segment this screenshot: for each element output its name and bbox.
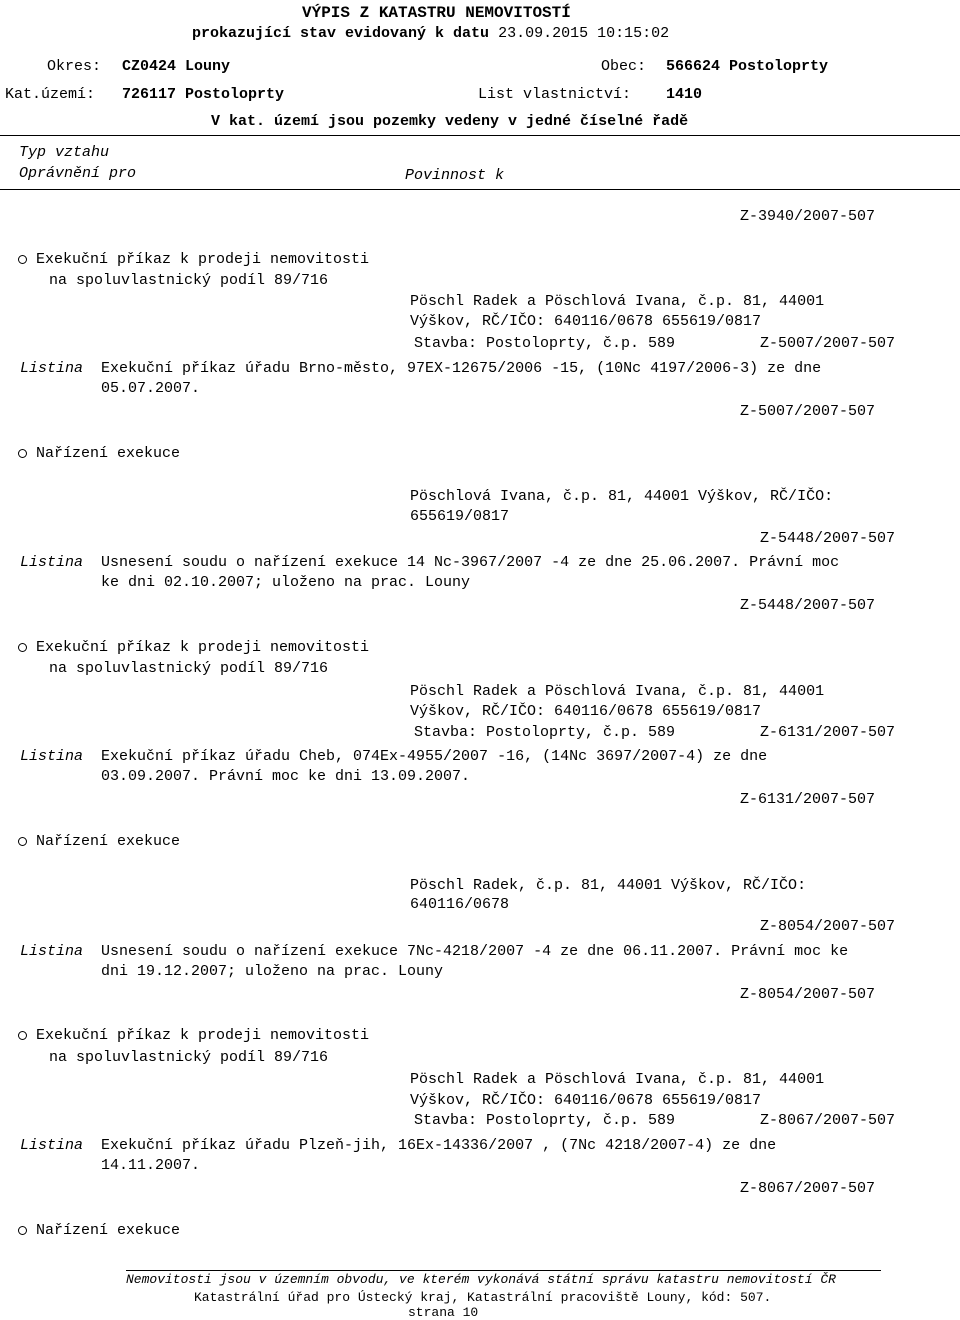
party-line: Výškov, RČ/IČO: 640116/0678 655619/0817 xyxy=(410,703,762,720)
reference-number: Z-3940/2007-507 xyxy=(740,208,876,225)
party-line: 655619/0817 xyxy=(410,508,510,525)
col-typ-vztahu: Typ vztahu xyxy=(19,144,110,161)
listina-text: Usnesení soudu o nařízení exekuce 7Nc-4218/2007 -4 ze dne 06.11.2007. Právní moc ke xyxy=(101,943,849,960)
reference-number: Z-6131/2007-507 xyxy=(760,724,896,741)
obec-label: Obec: xyxy=(601,58,647,75)
reference-number: Z-8054/2007-507 xyxy=(760,918,896,935)
listina-text: 05.07.2007. xyxy=(101,380,201,397)
listina-text: dni 19.12.2007; uloženo na prac. Louny xyxy=(101,963,444,980)
listina-label: Listina xyxy=(20,360,84,377)
reference-number: Z-5448/2007-507 xyxy=(760,530,896,547)
subtitle-date: 23.09.2015 10:15:02 xyxy=(498,25,670,42)
listina-label: Listina xyxy=(20,1137,84,1154)
bullet-icon xyxy=(18,837,27,846)
reference-number: Z-5007/2007-507 xyxy=(760,335,896,352)
okres-value: CZ0424 Louny xyxy=(122,58,231,75)
subtitle-prefix: prokazující stav evidovaný k datu xyxy=(192,25,499,42)
reference-number: Z-5448/2007-507 xyxy=(740,597,876,614)
katuzemi-label: Kat.území: xyxy=(5,86,96,103)
party-line: Výškov, RČ/IČO: 640116/0678 655619/0817 xyxy=(410,1092,762,1109)
footer-rule xyxy=(126,1270,881,1271)
document-subtitle xyxy=(192,26,669,41)
party-line: Pöschl Radek, č.p. 81, 44001 Výškov, RČ/IČO: xyxy=(410,877,807,894)
party-line: Pöschlová Ivana, č.p. 81, 44001 Výškov, RČ/IČO: xyxy=(410,488,834,505)
listina-label: Listina xyxy=(20,554,84,571)
stavba-line: Stavba: Postoloprty, č.p. 589 xyxy=(414,335,676,352)
encumbrance-type: Exekuční příkaz k prodeji nemovitosti xyxy=(36,251,370,268)
encumbrance-type: Exekuční příkaz k prodeji nemovitosti xyxy=(36,639,370,656)
listina-text: Exekuční příkaz úřadu Brno-město, 97EX-12675/2006 -15, (10Nc 4197/2006-3) ze dne xyxy=(101,360,822,377)
lv-label: List vlastnictví: xyxy=(478,86,632,103)
party-line: Pöschl Radek a Pöschlová Ivana, č.p. 81, 44001 xyxy=(410,1071,825,1088)
party-line: Pöschl Radek a Pöschlová Ivana, č.p. 81, 44001 xyxy=(410,683,825,700)
party-line: 640116/0678 xyxy=(410,896,510,913)
reference-number: Z-6131/2007-507 xyxy=(740,791,876,808)
listina-text: Exekuční příkaz úřadu Cheb, 074Ex-4955/2007 -16, (14Nc 3697/2007-4) ze dne xyxy=(101,748,768,765)
lv-value: 1410 xyxy=(666,86,703,103)
encumbrance-type: Nařízení exekuce xyxy=(36,1222,181,1239)
katastr-note: V kat. území jsou pozemky vedeny v jedné číselné řadě xyxy=(211,113,689,130)
bullet-icon xyxy=(18,1226,27,1235)
listina-text: 14.11.2007. xyxy=(101,1157,201,1174)
encumbrance-type: Exekuční příkaz k prodeji nemovitosti xyxy=(36,1027,370,1044)
listina-label: Listina xyxy=(20,943,84,960)
columns-rule xyxy=(0,189,960,190)
reference-number: Z-8067/2007-507 xyxy=(760,1112,896,1129)
party-line: Pöschl Radek a Pöschlová Ivana, č.p. 81, 44001 xyxy=(410,293,825,310)
document-title: VÝPIS Z KATASTRU NEMOVITOSTÍ xyxy=(302,4,571,22)
header-rule xyxy=(0,135,960,136)
stavba-line: Stavba: Postoloprty, č.p. 589 xyxy=(414,724,676,741)
bullet-icon xyxy=(18,643,27,652)
listina-text: 03.09.2007. Právní moc ke dni 13.09.2007. xyxy=(101,768,471,785)
page-number: strana 10 xyxy=(408,1305,479,1320)
encumbrance-type: Nařízení exekuce xyxy=(36,445,181,462)
listina-text: ke dni 02.10.2007; uloženo na prac. Louny xyxy=(101,574,471,591)
bullet-icon xyxy=(18,1031,27,1040)
listina-text: Usnesení soudu o nařízení exekuce 14 Nc-3967/2007 -4 ze dne 25.06.2007. Právní moc xyxy=(101,554,840,571)
encumbrance-subject: na spoluvlastnický podíl 89/716 xyxy=(49,1049,329,1066)
bullet-icon xyxy=(18,255,27,264)
footer-office: Katastrální úřad pro Ústecký kraj, Katastrální pracoviště Louny, kód: 507. xyxy=(194,1290,772,1305)
stavba-line: Stavba: Postoloprty, č.p. 589 xyxy=(414,1112,676,1129)
bullet-icon xyxy=(18,449,27,458)
reference-number: Z-8054/2007-507 xyxy=(740,986,876,1003)
obec-value: 566624 Postoloprty xyxy=(666,58,829,75)
party-line: Výškov, RČ/IČO: 640116/0678 655619/0817 xyxy=(410,313,762,330)
listina-text: Exekuční příkaz úřadu Plzeň-jih, 16Ex-14336/2007 , (7Nc 4218/2007-4) ze dne xyxy=(101,1137,777,1154)
col-povinnost-k: Povinnost k xyxy=(405,167,505,184)
encumbrance-subject: na spoluvlastnický podíl 89/716 xyxy=(49,660,329,677)
listina-label: Listina xyxy=(20,748,84,765)
okres-label: Okres: xyxy=(47,58,102,75)
reference-number: Z-8067/2007-507 xyxy=(740,1180,876,1197)
reference-number: Z-5007/2007-507 xyxy=(740,403,876,420)
footer-note: Nemovitosti jsou v územním obvodu, ve kterém vykonává státní správu katastru nemovitostí ČR xyxy=(126,1272,836,1287)
encumbrance-type: Nařízení exekuce xyxy=(36,833,181,850)
col-opravneni-pro: Oprávnění pro xyxy=(19,165,137,182)
encumbrance-subject: na spoluvlastnický podíl 89/716 xyxy=(49,272,329,289)
katuzemi-value: 726117 Postoloprty xyxy=(122,86,285,103)
